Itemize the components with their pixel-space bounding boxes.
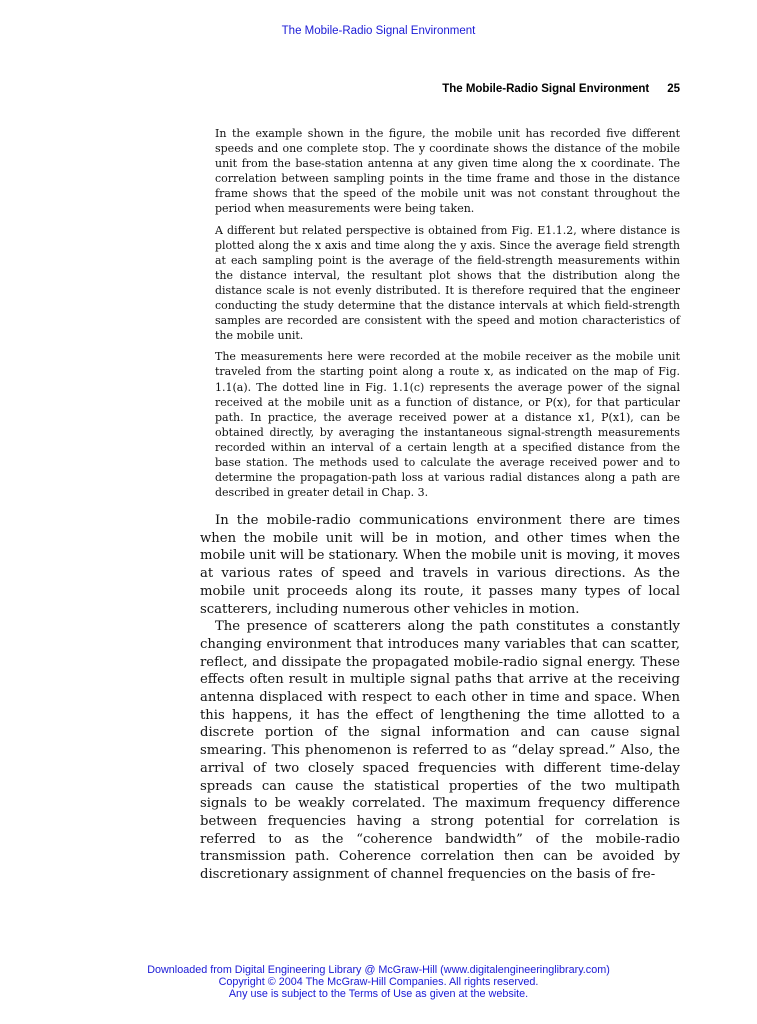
example-paragraph-3: The measurements here were recorded at the mobile receiver as the mobile unit traveled from the starting point along a route x, as indicated on the map of Fig. 1.1(a). The dotted line in Fig. 1.1(c) represents the average power of the signal received at the mobile unit as a function of distance, or P(x), for that particular path. In practice, the average received power at a distance x1, P(x1), can be obtained directly, by averaging the instantaneous signal-strength measurements recorded within an interval of a certain length at a specified distance from the base station. The methods used to calculate the average received power and to determine the propagation-path loss at various radial distances along a path are described in greater detail in Chap. 3. xyxy=(215,350,680,500)
example-paragraph-1: In the example shown in the figure, the mobile unit has recorded five different speeds and one complete stop. The y coordinate shows the distance of the mobile unit from the base-station antenna at any given time along the x coordinate. The correlation between sampling points in the time frame and those in the distance frame shows that the speed of the mobile unit was not constant throughout the period when measurements were being taken. xyxy=(215,127,680,216)
footer-copyright: Copyright © 2004 The McGraw-Hill Companies. All rights reserved. xyxy=(218,976,539,989)
top-title-link[interactable]: The Mobile-Radio Signal Environment xyxy=(281,25,476,37)
footer-terms-link[interactable]: Any use is subject to the Terms of Use as given at the website. xyxy=(228,988,529,1001)
example-block xyxy=(215,126,680,506)
page-number: 25 xyxy=(667,83,680,95)
body-paragraph-2: The presence of scatterers along the path constitutes a constantly changing environment that introduces many variables that can scatter, reflect, and dissipate the propagated mobile-radio signal energy. These effects often result in multiple signal paths that arrive at the receiving antenna displaced with respect to each other in time and space. When this happens, it has the effect of lengthening the time allotted to a discrete portion of the signal information and can cause signal smearing. This phenomenon is referred to as “delay spread.” Also, the arrival of two closely spaced frequencies with different time-delay spreads can cause the statistical properties of the two multipath signals to be weakly correlated. The maximum frequency difference between frequencies having a strong potential for correlation is referred to as the “coherence bandwidth” of the mobile-radio transmission path. Coherence correlation then can be avoided by discretionary assignment of channel frequencies on the basis of fre- xyxy=(200,619,680,883)
running-head xyxy=(200,83,680,95)
body-text xyxy=(200,512,680,884)
footer-download-link[interactable]: Downloaded from Digital Engineering Library @ McGraw-Hill (www.digitalengineeringlibrary.com) xyxy=(147,964,610,976)
body-paragraph-1: In the mobile-radio communications environment there are times when the mobile unit will be in motion, and other times when the mobile unit will be stationary. When the mobile unit is moving, it moves at various rates of speed and travels in various directions. As the mobile unit proceeds along its route, it passes many types of local scatterers, including numerous other vehicles in motion. xyxy=(200,513,680,617)
running-title: The Mobile-Radio Signal Environment xyxy=(442,83,650,95)
example-paragraph-2: A different but related perspective is obtained from Fig. E1.1.2, where distance is plotted along the x axis and time along the y axis. Since the average field strength at each sampling point is the average of the field-strength measurements within the distance interval, the resultant plot shows that the distribution along the distance scale is not evenly distributed. It is therefore required that the engineer conducting the study determine that the distance intervals at which field-strength samples are recorded are consistent with the speed and motion characteristics of the mobile unit. xyxy=(215,223,680,343)
footer xyxy=(0,964,757,1001)
